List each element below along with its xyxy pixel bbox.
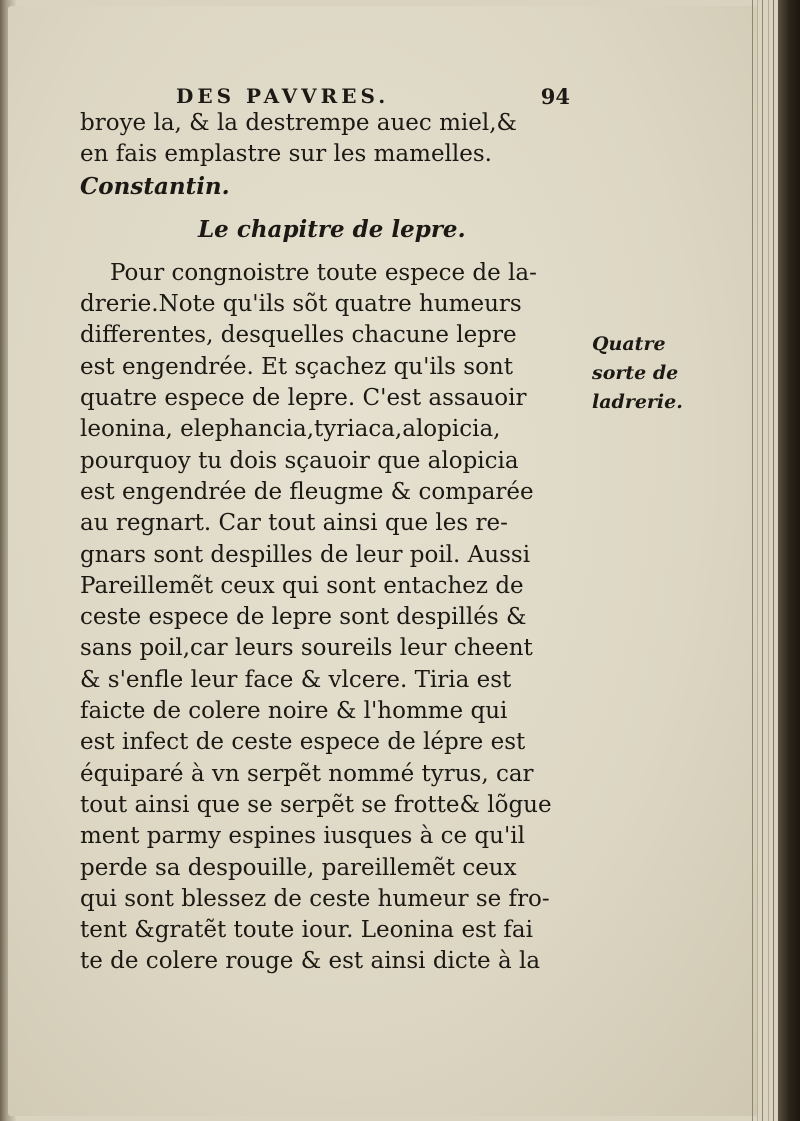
page-edge	[752, 0, 753, 1121]
text-line: broye la, & la destrempe auec miel,&	[80, 110, 518, 136]
source-attribution: Constantin.	[80, 172, 230, 200]
text-line: tout ainsi que se serpẽt se frotte& lõgue	[80, 791, 552, 818]
text-line: qui sont blessez de ceste humeur se fro-	[80, 885, 550, 912]
text-line: ment parmy espines iusques à ce qu'il	[80, 823, 525, 850]
text-line: est engendrée de fleugme & comparée	[80, 478, 534, 505]
text-line: est engendrée. Et sçachez qu'ils sont	[80, 353, 513, 380]
text-line: perde sa despouille, pareillemẽt ceux	[80, 854, 517, 881]
marginal-note-line: sorte de	[592, 362, 679, 384]
text-line: drerie.Note qu'ils sõt quatre humeurs	[80, 291, 522, 318]
text-line: differentes, desquelles chacune lepre	[80, 322, 517, 349]
chapter-heading: Le chapitre de lepre.	[198, 215, 466, 243]
page-edge	[768, 0, 769, 1121]
text-line: au regnart. Car tout ainsi que les re-	[80, 510, 508, 537]
book-binding	[778, 0, 800, 1121]
text-line: Pareillemẽt ceux qui sont entachez de	[80, 572, 524, 599]
text-line: sans poil,car leurs soureils leur cheent	[80, 635, 533, 662]
text-line: quatre espece de lepre. C'est assauoir	[80, 385, 527, 412]
page-edge	[757, 0, 758, 1121]
text-line: équiparé à vn serpẽt nommé tyrus, car	[80, 760, 534, 787]
text-line: & s'enfle leur face & vlcere. Tiria est	[80, 666, 512, 693]
marginal-note-line: Quatre	[592, 333, 666, 355]
text-line: est infect de ceste espece de lépre est	[80, 729, 526, 756]
text-line: pourquoy tu dois sçauoir que alopicia	[80, 447, 519, 474]
text-line: leonina, elephancia,tyriaca,alopicia,	[80, 416, 501, 443]
marginal-note-line: ladrerie.	[592, 391, 683, 413]
page-edge	[773, 0, 774, 1121]
page-number: 94	[540, 84, 570, 109]
marginal-note	[592, 330, 702, 417]
text-line: ceste espece de lepre sont despillés &	[80, 604, 527, 631]
text-line: te de colere rouge & est ainsi dicte à la	[80, 948, 541, 975]
text-line: en fais emplastre sur les mamelles.	[80, 141, 492, 168]
text-line: faicte de colere noire & l'homme qui	[80, 698, 508, 725]
text-line: Pour congnoistre toute espece de la-	[110, 259, 537, 286]
main-text	[80, 108, 580, 978]
text-line: tent &gratẽt toute iour. Leonina est fai	[80, 917, 533, 944]
text-line: gnars sont despilles de leur poil. Aussi	[80, 541, 531, 568]
running-title: DES PAVVRES.	[176, 84, 390, 108]
page-edge	[762, 0, 763, 1121]
